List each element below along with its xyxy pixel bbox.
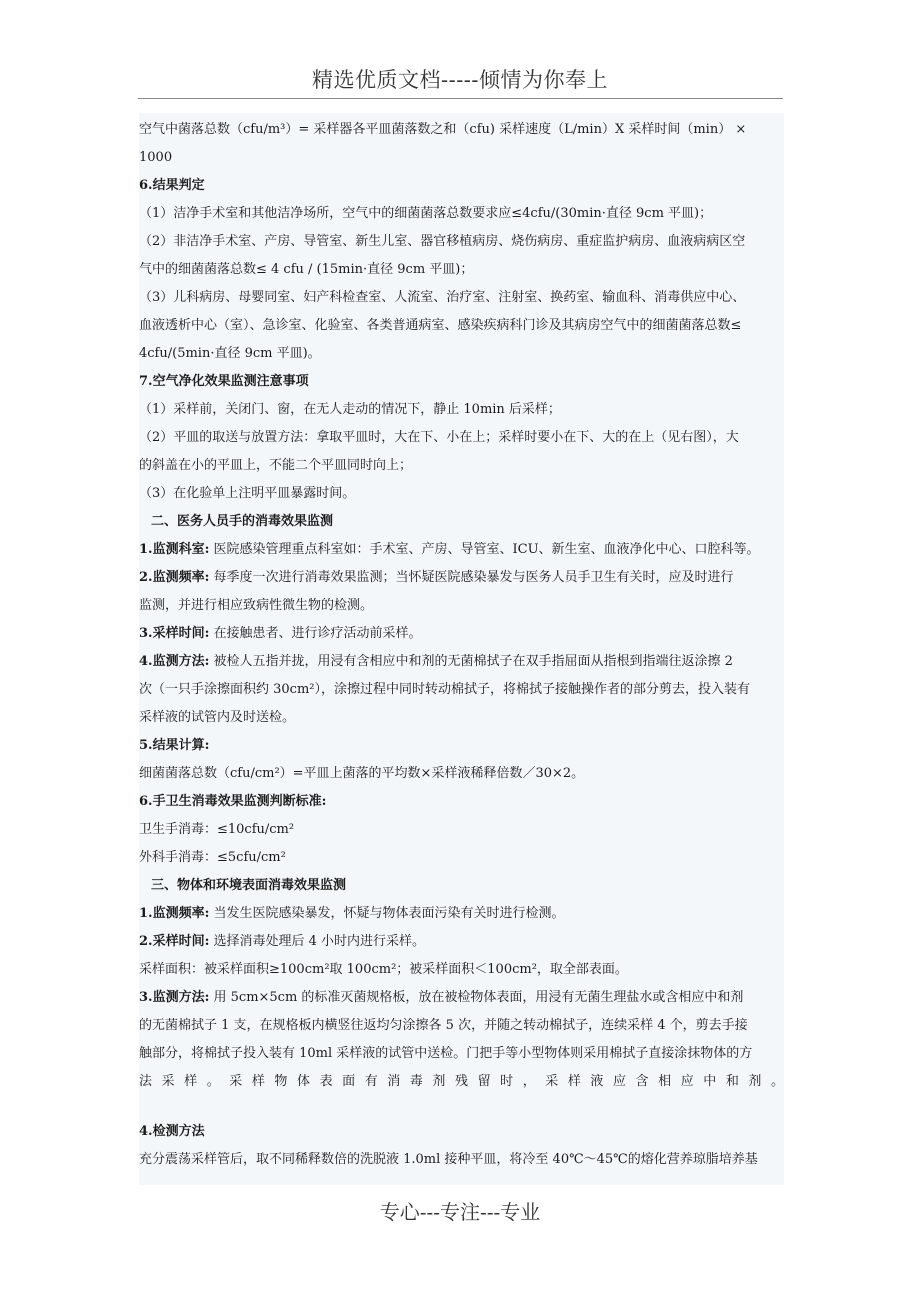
section-heading: 6.结果判定 [139,178,205,193]
text-line: 采样液的试管内及时送检。 [139,710,296,725]
section-title: 二、医务人员手的消毒效果监测 [151,514,334,529]
section-title: 三、物体和环境表面消毒效果监测 [151,878,347,893]
text-line: 法采样。采样物体表面有消毒剂残留时，采样液应含相应中和剂。 [139,1074,784,1089]
text-line [139,653,733,671]
item-label: 5.结果计算: [139,738,210,753]
text-line: （1）采样前，关闭门、窗，在无人走动的情况下，静止 10min 后采样； [139,402,561,417]
text-line: 卫生手消毒：≤10cfu/cm² [139,822,295,837]
item-text: 在接触患者、进行诊疗活动前采样。 [209,626,422,641]
text-line: 的斜盖在小的平皿上，不能二个平皿同时向上； [139,458,413,473]
text-line: （3）在化验单上注明平皿暴露时间。 [139,486,356,501]
item-text: 被检人五指并拢，用浸有含相应中和剂的无菌棉拭子在双手指屈面从指根到指端往返涂擦 2 [209,654,733,669]
page-header: 精选优质文档-----倾情为你奉上 [312,68,608,92]
text-line: 气中的细菌菌落总数≤ 4 cfu / (15min·直径 9cm 平皿)； [139,262,474,277]
header-divider [138,98,783,99]
text-line [139,569,734,587]
item-label: 4.监测方法: [139,654,210,669]
item-label: 2.采样时间: [139,934,210,949]
document-body [139,113,784,1185]
text-line: （2）非洁净手术室、产房、导管室、新生儿室、器官移植病房、烧伤病房、重症监护病房、血液病病区空 [139,234,746,249]
text-line: 的无菌棉拭子 1 支，在规格板内横竖往返均匀涂擦各 5 次，并随之转动棉拭子，连续采样 4 个，剪去手接 [139,1018,748,1033]
text-line: 4cfu/(5min·直径 9cm 平皿)。 [139,346,321,361]
item-label: 3.监测方法: [139,990,210,1005]
text-line [139,905,565,923]
item-label: 3.采样时间: [139,626,210,641]
text-line: 血液透析中心（室）、急诊室、化验室、各类普通病室、感染疾病科门诊及其病房空气中的细菌菌落总数≤ [139,318,742,333]
item-label: 6.手卫生消毒效果监测判断标准: [139,794,327,809]
text-line: 外科手消毒：≤5cfu/cm² [139,850,286,865]
text-line [139,625,422,643]
text-line: （1）洁净手术室和其他洁净场所，空气中的细菌菌落总数要求应≤4cfu/(30min·直径 9cm 平皿)； [139,206,713,221]
page-footer: 专心---专注---专业 [379,1200,541,1224]
text-line [139,933,425,951]
text-line: 次（一只手涂擦面积约 30cm²），涂擦过程中同时转动棉拭子，将棉拭子接触操作者的部分剪去，投入装有 [139,682,750,697]
text-line: （2）平皿的取送与放置方法：拿取平皿时，大在下、小在上；采样时要小在下、大的在上（见右图），大 [139,430,739,445]
text-line: 触部分，将棉拭子投入装有 10ml 采样液的试管中送检。门把手等小型物体则采用棉拭子直接涂抹物体的方 [139,1046,753,1061]
text-line: （3）儿科病房、母婴同室、妇产科检查室、人流室、治疗室、注射室、换药室、输血科、消毒供应中心、 [139,290,746,305]
item-label: 1.监测频率: [139,906,210,921]
item-text: 医院感染管理重点科室如：手术室、产房、导管室、ICU、新生室、血液净化中心、口腔科等。 [209,542,760,557]
text-line: 1000 [139,150,173,165]
text-line: 细菌菌落总数（cfu/cm²）=平皿上菌落的平均数×采样液稀释倍数／30×2。 [139,766,585,781]
text-line: 监测，并进行相应致病性微生物的检测。 [139,598,374,613]
item-text: 当发生医院感染暴发，怀疑与物体表面污染有关时进行检测。 [209,906,565,921]
text-line: 充分震荡采样管后，取不同稀释数倍的洗脱液 1.0ml 接种平皿，将冷至 40℃～45℃的熔化营养琼脂培养基 [139,1152,758,1167]
text-line [139,989,743,1007]
section-heading: 7.空气净化效果监测注意事项 [139,374,309,389]
item-label: 4.检测方法 [139,1124,205,1139]
item-label: 2.监测频率: [139,570,210,585]
item-text: 选择消毒处理后 4 小时内进行采样。 [209,934,426,949]
text-line [139,541,760,559]
item-label: 1.监测科室: [139,542,210,557]
text-line: 空气中菌落总数（cfu/m³）= 采样器各平皿菌落数之和（cfu) 采样速度（L/min）X 采样时间（min） × [139,122,747,137]
text-line: 采样面积：被采样面积≥100cm²取 100cm²；被采样面积＜100cm²，取全部表面。 [139,962,628,977]
item-text: 每季度一次进行消毒效果监测；当怀疑医院感染暴发与医务人员手卫生有关时，应及时进行 [209,570,734,585]
item-text: 用 5cm×5cm 的标准灭菌规格板，放在被检物体表面，用浸有无菌生理盐水或含相应中和剂 [209,990,744,1005]
